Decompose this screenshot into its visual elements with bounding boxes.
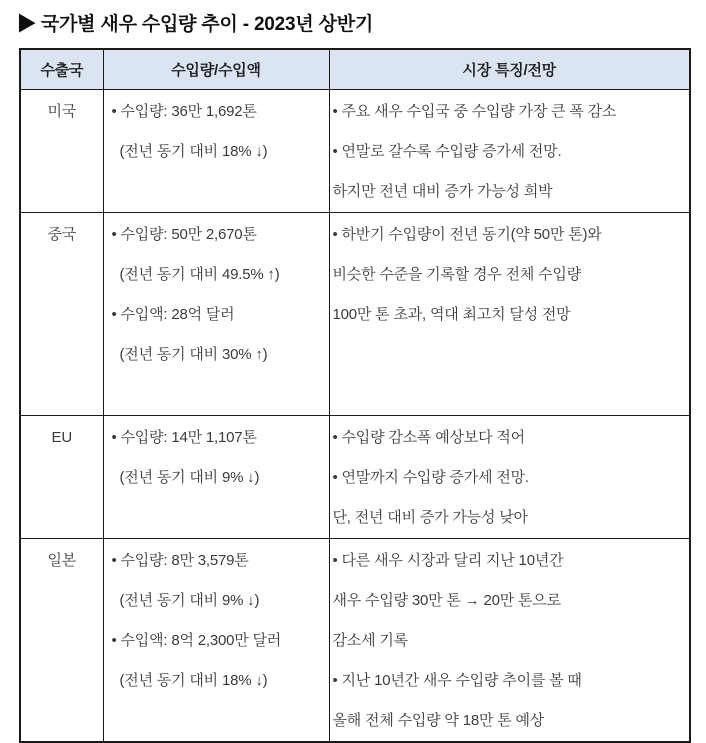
imports-cell bbox=[103, 415, 329, 538]
import-line: • 수입량: 8만 3,579톤 bbox=[111, 551, 249, 569]
import-line: (전년 동기 대비 9% ↓) bbox=[119, 591, 260, 609]
market-cell bbox=[329, 538, 690, 742]
import-line: (전년 동기 대비 49.5% ↑) bbox=[119, 265, 280, 283]
table-row-japan bbox=[20, 538, 690, 742]
table-body bbox=[20, 89, 690, 742]
imports-cell bbox=[103, 538, 329, 742]
country-cell: 중국 bbox=[20, 212, 103, 415]
market-line: • 하반기 수입량이 전년 동기(약 50만 톤)와 bbox=[332, 225, 602, 243]
market-line: • 다른 새우 시장과 달리 지난 10년간 bbox=[332, 551, 564, 569]
import-line: • 수입량: 36만 1,692톤 bbox=[111, 102, 257, 120]
market-cell bbox=[329, 89, 690, 212]
market-line: 올해 전체 수입량 약 18만 톤 예상 bbox=[332, 711, 545, 729]
imports-cell bbox=[103, 89, 329, 212]
import-line: • 수입량: 14만 1,107톤 bbox=[111, 428, 257, 446]
country-cell: 미국 bbox=[20, 89, 103, 212]
market-line: • 연말로 갈수록 수입량 증가세 전망. bbox=[332, 142, 562, 160]
imports-cell bbox=[103, 212, 329, 415]
market-line: 새우 수입량 30만 톤 → 20만 톤으로 bbox=[332, 591, 561, 609]
import-line: (전년 동기 대비 18% ↓) bbox=[119, 142, 268, 160]
page-title: ▶ 국가별 새우 수입량 추이 - 2023년 상반기 bbox=[17, 14, 374, 35]
table-row-eu bbox=[20, 415, 690, 538]
import-line: (전년 동기 대비 18% ↓) bbox=[119, 671, 268, 689]
table-row-china bbox=[20, 212, 690, 415]
market-cell bbox=[329, 415, 690, 538]
table-header bbox=[20, 49, 690, 89]
import-line: • 수입량: 50만 2,670톤 bbox=[111, 225, 257, 243]
table-row-usa bbox=[20, 89, 690, 212]
market-line: • 주요 새우 수입국 중 수입량 가장 큰 폭 감소 bbox=[332, 102, 617, 120]
import-line: (전년 동기 대비 9% ↓) bbox=[119, 468, 260, 486]
import-line: • 수입액: 28억 달러 bbox=[111, 305, 235, 323]
market-line: • 수입량 감소폭 예상보다 적어 bbox=[332, 428, 525, 446]
shrimp-import-table bbox=[19, 48, 691, 743]
country-cell: EU bbox=[20, 415, 103, 538]
import-line: (전년 동기 대비 30% ↑) bbox=[119, 345, 268, 363]
market-line: 비슷한 수준을 기록할 경우 전체 수입량 bbox=[332, 265, 581, 283]
market-cell bbox=[329, 212, 690, 415]
header-row bbox=[20, 49, 690, 89]
market-line: 감소세 기록 bbox=[332, 631, 408, 649]
import-line: • 수입액: 8억 2,300만 달러 bbox=[111, 631, 282, 649]
country-cell: 일본 bbox=[20, 538, 103, 742]
market-line: 단, 전년 대비 증가 가능성 낮아 bbox=[332, 508, 528, 526]
market-line: • 지난 10년간 새우 수입량 추이를 볼 때 bbox=[332, 671, 582, 689]
market-line: • 연말까지 수입량 증가세 전망. bbox=[332, 468, 529, 486]
header-exporting-country: 수출국 bbox=[20, 49, 103, 89]
header-market-outlook: 시장 특징/전망 bbox=[329, 49, 690, 89]
market-line: 100만 톤 초과, 역대 최고치 달성 전망 bbox=[332, 305, 571, 323]
header-import-volume-value: 수입량/수입액 bbox=[103, 49, 329, 89]
market-line: 하지만 전년 대비 증가 가능성 희박 bbox=[332, 182, 553, 200]
